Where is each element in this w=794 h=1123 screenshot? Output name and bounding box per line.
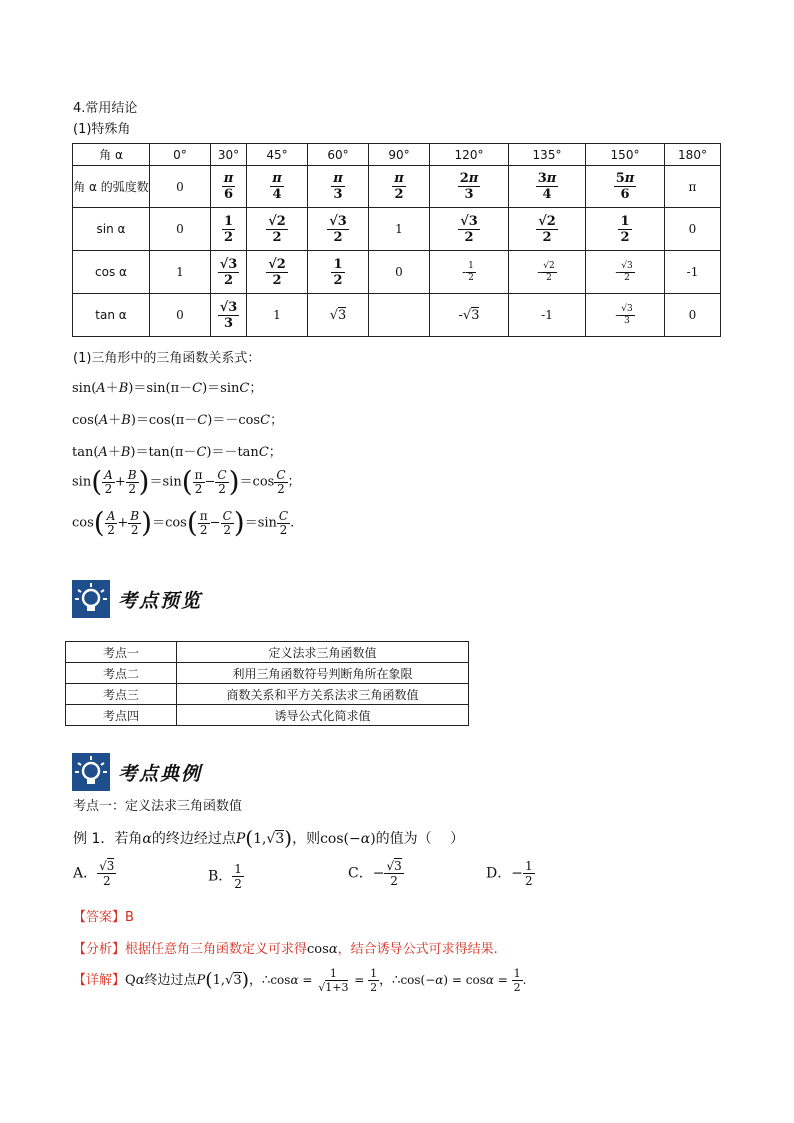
angle-cell: 45° [247, 144, 308, 166]
angle-cell: 135° [509, 144, 586, 166]
option-a[interactable]: A． $\frac{√3}{2}$ [73, 859, 115, 888]
rad-cell: $\frac{\pi}{2}$ [369, 166, 430, 208]
sin-row: sin α 0 $\frac{1}{2}$ $\frac{√2}{2}$ $\frac{√3}{2}$ 1 $\frac{√3}{2}$ $\frac{√2}{2}$ $\frac{1}{2}$ 0 [73, 208, 721, 251]
rad-cell: 0 [150, 166, 211, 208]
lightbulb-icon [72, 753, 110, 791]
sin-label: sin α [73, 208, 150, 251]
angle-cell: 180° [665, 144, 721, 166]
rad-cell: $\frac{5\pi}{6}$ [586, 166, 665, 208]
formula-half-sin: sin( $\frac{A}{2}$ + $\frac{B}{2}$ )＝sin( $\frac{\pi}{2}$ − $\frac{C}{2}$ )＝cos $\frac{C}{2}$ ； [72, 465, 301, 498]
overview-value: 利用三角函数符号判断角所在象限 [177, 663, 469, 684]
rad-cell: $\frac{3\pi}{4}$ [509, 166, 586, 208]
radian-label: 角 α 的弧度数 [73, 166, 150, 208]
lightbulb-icon [72, 580, 110, 618]
banner-title: 考点典例 [118, 762, 203, 785]
analysis-line: 【分析】根据任意角三角函数定义可求得cosα，结合诱导公式可求得结果. [73, 942, 498, 957]
sub-heading: (1)特殊角 [73, 122, 131, 137]
angle-cell: 30° [211, 144, 247, 166]
special-angle-table [72, 143, 721, 337]
angle-cell: 120° [430, 144, 509, 166]
answer-line [73, 906, 134, 925]
detail-line: 【详解】Qα终边过点P(1,√3)，∴cosα = $\frac{1}{√1+3}$ = $\frac{1}{2}$ ，∴cos(−α) = cosα = $\frac{1}{2}$ . [73, 967, 527, 994]
formula-cos: cos(A＋B)＝cos(π－C)＝－cosC； [72, 413, 284, 428]
relations-title: (1)三角形中的三角函数关系式： [73, 351, 261, 366]
answer-value: B [125, 910, 134, 925]
overview-value: 定义法求三角函数值 [177, 642, 469, 663]
angle-cell: 90° [369, 144, 430, 166]
overview-key: 考点四 [66, 705, 177, 726]
option-b[interactable]: B． $\frac{1}{2}$ [208, 862, 242, 891]
formula-half-cos: cos( $\frac{A}{2}$ + $\frac{B}{2}$ )＝cos( $\frac{\pi}{2}$ − $\frac{C}{2}$ )＝sin $\frac{C}{2}$ . [72, 506, 295, 539]
tan-row: tan α 0 $\frac{√3}{3}$ 1 √3 -√3 -1 - $\frac{√3}{3}$ 0 [73, 294, 721, 337]
tan-label: tan α [73, 294, 150, 337]
formula-sin: sin(A＋B)＝sin(π－C)＝sinC； [72, 381, 263, 396]
rad-cell: $\frac{\pi}{4}$ [247, 166, 308, 208]
formula-tan: tan(A＋B)＝tan(π－C)＝－tanC； [72, 445, 282, 460]
overview-value: 诱导公式化简求值 [177, 705, 469, 726]
section-heading: 4.常用结论 [73, 101, 138, 116]
angle-cell: 150° [586, 144, 665, 166]
example-question: 例 1．若角α的终边经过点P(1,√3)，则cos(−α)的值为（ ） [73, 826, 465, 850]
table-row [66, 663, 469, 684]
banner-title: 考点预览 [118, 589, 203, 612]
overview-table [65, 641, 469, 726]
overview-value: 商数关系和平方关系法求三角函数值 [177, 684, 469, 705]
option-c[interactable]: C．− $\frac{√3}{2}$ [348, 859, 402, 888]
cos-label: cos α [73, 251, 150, 294]
radian-row [73, 166, 721, 208]
overview-key: 考点三 [66, 684, 177, 705]
answer-tag: 【答案】 [73, 910, 126, 925]
angle-row [73, 144, 721, 166]
overview-key: 考点一 [66, 642, 177, 663]
angle-cell: 60° [308, 144, 369, 166]
table-row [66, 684, 469, 705]
table-row [66, 642, 469, 663]
table-row [66, 705, 469, 726]
banner-examples [72, 752, 202, 792]
rad-cell: $\frac{2\pi}{3}$ [430, 166, 509, 208]
angle-cell: 0° [150, 144, 211, 166]
overview-key: 考点二 [66, 663, 177, 684]
angle-header: 角 α [73, 144, 150, 166]
rad-cell: π [665, 166, 721, 208]
banner-overview [72, 579, 202, 619]
cos-row: cos α 1 $\frac{√3}{2}$ $\frac{√2}{2}$ $\frac{1}{2}$ 0 - $\frac{1}{2}$ - $\frac{√2}{2}$ - $\frac{√3}{2}$ -1 [73, 251, 721, 294]
option-d[interactable]: D．− $\frac{1}{2}$ [486, 859, 533, 888]
rad-cell: $\frac{\pi}{3}$ [308, 166, 369, 208]
rad-cell: $\frac{\pi}{6}$ [211, 166, 247, 208]
example-topic: 考点一：定义法求三角函数值 [73, 799, 243, 814]
